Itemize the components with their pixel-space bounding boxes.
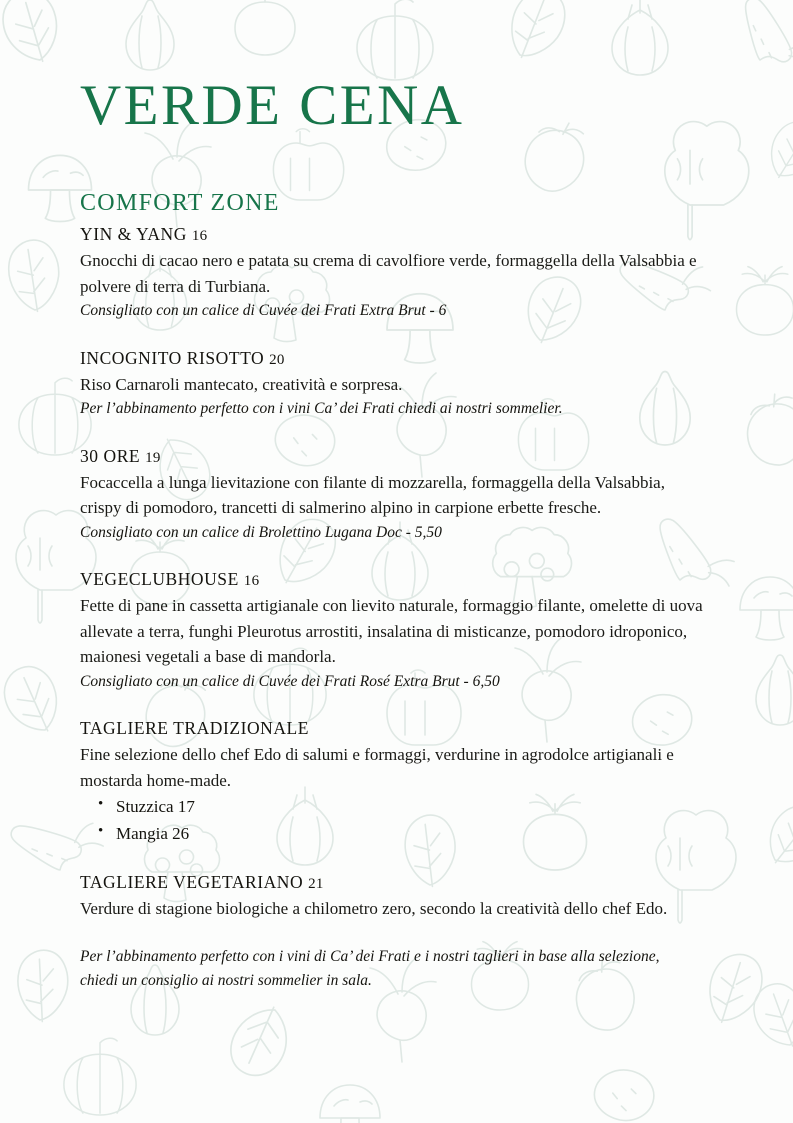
- menu-item: [80, 870, 705, 922]
- menu-item: [80, 567, 705, 693]
- dish-price: 19: [145, 449, 161, 466]
- dish-description: Fine selezione dello chef Edo di salumi e formaggi, verdurine in agrodolce artigianali e mostarda home-made.: [80, 745, 674, 790]
- dish-price: 20: [269, 351, 285, 368]
- menu-item: [80, 444, 705, 545]
- menu-item: [80, 716, 705, 847]
- dish-name-line: [80, 444, 705, 469]
- page-title: VERDE CENA: [80, 74, 465, 138]
- dish-pairing: Consigliato con un calice di Brolettino Lugana Doc - 5,50: [80, 523, 442, 541]
- dish-name: YIN & YANG: [80, 224, 187, 244]
- dish-description: Riso Carnaroli mantecato, creatività e sorpresa.: [80, 374, 403, 394]
- dish-name-line: [80, 716, 705, 741]
- dish-pairing: Consigliato con un calice di Cuvée dei Frati Extra Brut - 6: [80, 302, 447, 320]
- dish-option: • Mangia 26: [98, 821, 705, 847]
- dish-pairing: Consigliato con un calice di Cuvée dei Frati Rosé Extra Brut - 6,50: [80, 672, 500, 690]
- dish-options-list: [80, 794, 705, 847]
- dish-description: Verdure di stagione biologiche a chilometro zero, secondo la creatività dello chef Edo.: [80, 899, 668, 919]
- dish-description: Fette di pane in cassetta artigianale con lievito naturale, formaggio filante, omelette di uova allevate a terra, funghi Pleurotus arrostiti, insalatina di misticanze, pomodoro idroponico, maionesi vegetali a base di mandorla.: [80, 596, 703, 667]
- dish-price: 16: [243, 573, 260, 590]
- dish-name-line: [80, 567, 705, 592]
- menu-item: [80, 346, 705, 421]
- section-heading-comfort-zone: COMFORT ZONE: [80, 189, 280, 216]
- closing-note: Per l’abbinamento perfetto con i vini di Ca’ dei Frati e i nostri taglieri in base alla selezione, chiedi un consiglio ai nostri sommelier in sala.: [80, 947, 660, 989]
- dish-price: 21: [308, 876, 324, 893]
- dish-name: TAGLIERE VEGETARIANO: [80, 872, 304, 893]
- dish-description: Focaccella a lunga lievitazione con filante di mozzarella, formaggella della Valsabbia, crispy di pomodoro, trancetti di salmerino alpino in carpione erbette fresche.: [80, 472, 665, 518]
- dish-name: VEGECLUBHOUSE: [80, 569, 239, 590]
- menu-item-list: [80, 222, 705, 993]
- dish-option: • Stuzzica 17: [98, 794, 705, 820]
- dish-name-line: [80, 346, 705, 371]
- dish-price: 16: [191, 228, 208, 244]
- dish-name-line: [80, 870, 705, 895]
- dish-name: INCOGNITO RISOTTO: [80, 347, 265, 368]
- dish-name: 30 ORE: [80, 445, 141, 466]
- dish-pairing: Per l’abbinamento perfetto con i vini Ca’ dei Frati chiedi ai nostri sommelier.: [80, 400, 563, 418]
- dish-name: TAGLIERE TRADIZIONALE: [80, 718, 310, 739]
- dish-name-line: [80, 222, 705, 247]
- dish-description: Gnocchi di cacao nero e patata su crema di cavolfiore verde, formaggella della Valsabbia e polvere di terra di Turbiana.: [80, 251, 697, 296]
- menu-item: [80, 222, 705, 323]
